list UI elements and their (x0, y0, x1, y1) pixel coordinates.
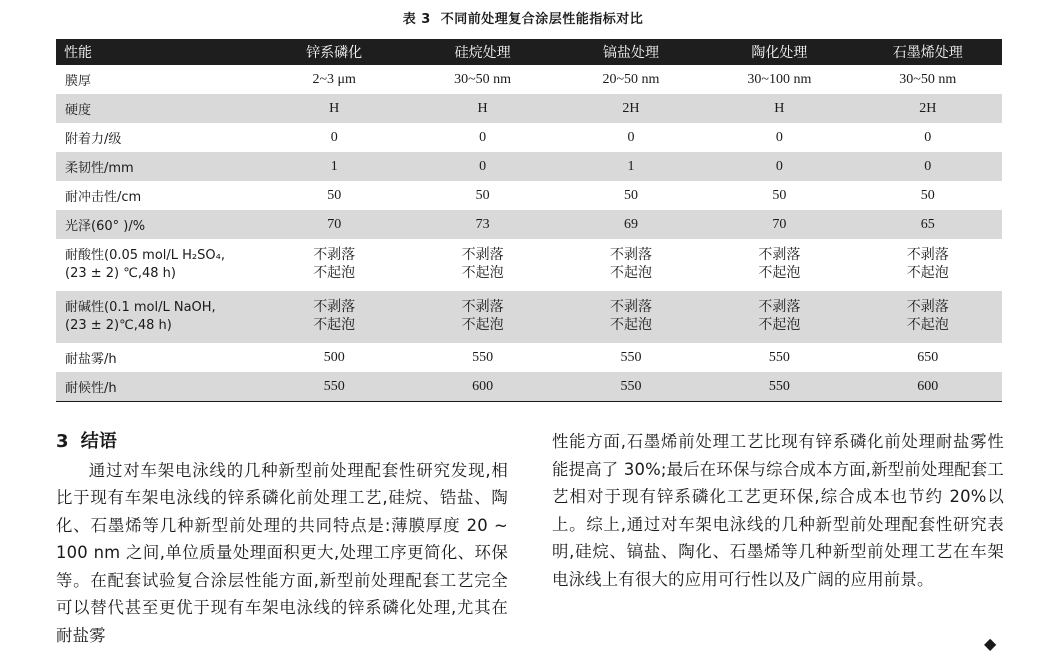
left-column (56, 428, 508, 649)
cell-line1: 不剥落 (609, 248, 652, 263)
row-label: 耐候性/h (56, 372, 260, 402)
row-label: 膜厚 (65, 74, 92, 89)
cell-line1: 不剥落 (313, 300, 356, 315)
table-cell (705, 291, 853, 343)
table-cell: 65 (854, 210, 1002, 239)
table-cell: 50 (475, 187, 490, 203)
table-cell: 1 (557, 152, 705, 181)
table-cell: 0 (330, 129, 338, 145)
cell-line1: 不剥落 (461, 248, 504, 263)
row-label: 耐盐雾/h (65, 352, 117, 367)
row-label-line2: (23 ± 2) ℃,48 h) (65, 266, 176, 281)
table-caption (0, 8, 1046, 27)
table-cell (557, 239, 705, 291)
table-cell: 650 (917, 349, 939, 365)
table-cell: 0 (924, 129, 932, 145)
table-row (56, 291, 1002, 343)
table-cell: 1 (260, 152, 408, 181)
header-graphene: 石墨烯处理 (854, 39, 1002, 65)
table-header-row (56, 39, 1002, 65)
table-row (56, 94, 1002, 123)
table-cell (260, 239, 408, 291)
table-cell: 0 (627, 129, 635, 145)
table-cell: 50 (920, 187, 935, 203)
table-cell (854, 291, 1002, 343)
cell-line1: 不剥落 (758, 248, 801, 263)
table-cell: 2H (854, 94, 1002, 123)
table-cell (557, 291, 705, 343)
cell-line1: 不剥落 (313, 248, 356, 263)
cell-line2: 不起泡 (758, 266, 801, 281)
table-cell: 69 (557, 210, 705, 239)
row-label: 柔韧性/mm (56, 152, 260, 181)
comparison-table (56, 39, 1002, 402)
conclusion-paragraph-left: 通过对车架电泳线的几种新型前处理配套性研究发现,相比于现有车架电泳线的锌系磷化前处理工艺,硅烷、锆盐、陶化、石墨烯等几种新型前处理的共同特点是:薄膜厚度 20 ~ 100 nm 之间,单位质量处理面积更大,处理工序更简化、环保等。在配套试验复合涂层性能方面,新型前处理配套工艺完全可以替代甚至更优于现有车架电泳线的锌系磷化处理,尤其在耐盐雾 (56, 460, 508, 645)
table-cell: 550 (557, 372, 705, 402)
header-zinc-phosphating: 锌系磷化 (260, 39, 408, 65)
table-cell (260, 291, 408, 343)
cell-line2: 不起泡 (609, 318, 652, 333)
table-cell: 30~50 nm (454, 71, 512, 87)
table-cell: 30~50 nm (899, 71, 957, 87)
cell-line2: 不起泡 (461, 318, 504, 333)
table-cell: 550 (620, 349, 642, 365)
table-row (56, 372, 1002, 402)
table-row (56, 65, 1002, 94)
cell-line1: 不剥落 (906, 300, 949, 315)
row-label-line2: (23 ± 2)℃,48 h) (65, 318, 172, 333)
row-label-line1: 耐碱性(0.1 mol/L NaOH, (65, 300, 216, 315)
end-mark-icon: ◆ (984, 634, 997, 653)
header-salt: 镐盐处理 (557, 39, 705, 65)
table-cell (408, 291, 556, 343)
table-cell: 600 (408, 372, 556, 402)
table-cell: 500 (323, 349, 345, 365)
section-number: 3 (56, 431, 69, 452)
row-label (56, 239, 260, 291)
cell-line2: 不起泡 (758, 318, 801, 333)
right-column (552, 428, 1004, 593)
table-row (56, 152, 1002, 181)
conclusion-paragraph-right: 性能方面,石墨烯前处理工艺比现有锌系磷化前处理耐盐雾性能提高了 30%;最后在环保与综合成本方面,新型前处理配套工艺相对于现有锌系磷化工艺更环保,综合成本也节约 20%以上。综上,通过对车架电泳线的几种新型前处理配套性研究表明,硅烷、镐盐、陶化、石墨烯等几种新型前处理工艺在车架电泳线上有很大的应用可行性以及广阔的应用前景。 (552, 432, 1004, 589)
table-cell: 0 (408, 152, 556, 181)
row-label: 附着力/级 (65, 132, 122, 147)
table-cell: 2~3 μm (312, 71, 356, 87)
table-cell: H (260, 94, 408, 123)
cell-line2: 不起泡 (461, 266, 504, 281)
table-cell: 600 (854, 372, 1002, 402)
table-cell (854, 239, 1002, 291)
row-label: 耐冲击性/cm (65, 190, 142, 205)
table-cell: 50 (327, 187, 342, 203)
table-cell: 0 (479, 129, 487, 145)
table-row (56, 210, 1002, 239)
header-property: 性能 (56, 39, 260, 65)
table-cell (408, 239, 556, 291)
table-cell: 0 (775, 129, 783, 145)
row-label (56, 291, 260, 343)
section-title: 结语 (80, 431, 118, 452)
cell-line2: 不起泡 (313, 266, 356, 281)
table-cell: H (705, 94, 853, 123)
table-cell (705, 239, 853, 291)
table-cell: 20~50 nm (602, 71, 660, 87)
table-cell: 550 (472, 349, 494, 365)
row-label-line1: 耐酸性(0.05 mol/L H₂SO₄, (65, 248, 225, 263)
cell-line2: 不起泡 (313, 318, 356, 333)
table-cell: 550 (705, 372, 853, 402)
table-cell: 550 (768, 349, 790, 365)
cell-line2: 不起泡 (906, 266, 949, 281)
table-cell: 73 (408, 210, 556, 239)
table-row (56, 239, 1002, 291)
table-cell: 70 (705, 210, 853, 239)
table-cell: 0 (854, 152, 1002, 181)
section-heading (56, 428, 508, 456)
table-row (56, 343, 1002, 372)
table-cell: 50 (772, 187, 787, 203)
cell-line1: 不剥落 (906, 248, 949, 263)
table-cell: 2H (557, 94, 705, 123)
table-cell: 0 (705, 152, 853, 181)
table-row (56, 123, 1002, 152)
table-row (56, 181, 1002, 210)
table-number: 表 3 (402, 12, 431, 27)
table-cell: 30~100 nm (747, 71, 812, 87)
cell-line2: 不起泡 (906, 318, 949, 333)
header-silane: 硅烷处理 (408, 39, 556, 65)
table-cell: 50 (623, 187, 638, 203)
cell-line1: 不剥落 (609, 300, 652, 315)
row-label: 光泽(60° )/% (56, 210, 260, 239)
table-title: 不同前处理复合涂层性能指标对比 (440, 12, 644, 27)
table-cell: 70 (260, 210, 408, 239)
row-label: 硬度 (56, 94, 260, 123)
table-cell: H (408, 94, 556, 123)
cell-line2: 不起泡 (609, 266, 652, 281)
cell-line1: 不剥落 (758, 300, 801, 315)
table-cell: 550 (260, 372, 408, 402)
cell-line1: 不剥落 (461, 300, 504, 315)
header-ceramic: 陶化处理 (705, 39, 853, 65)
